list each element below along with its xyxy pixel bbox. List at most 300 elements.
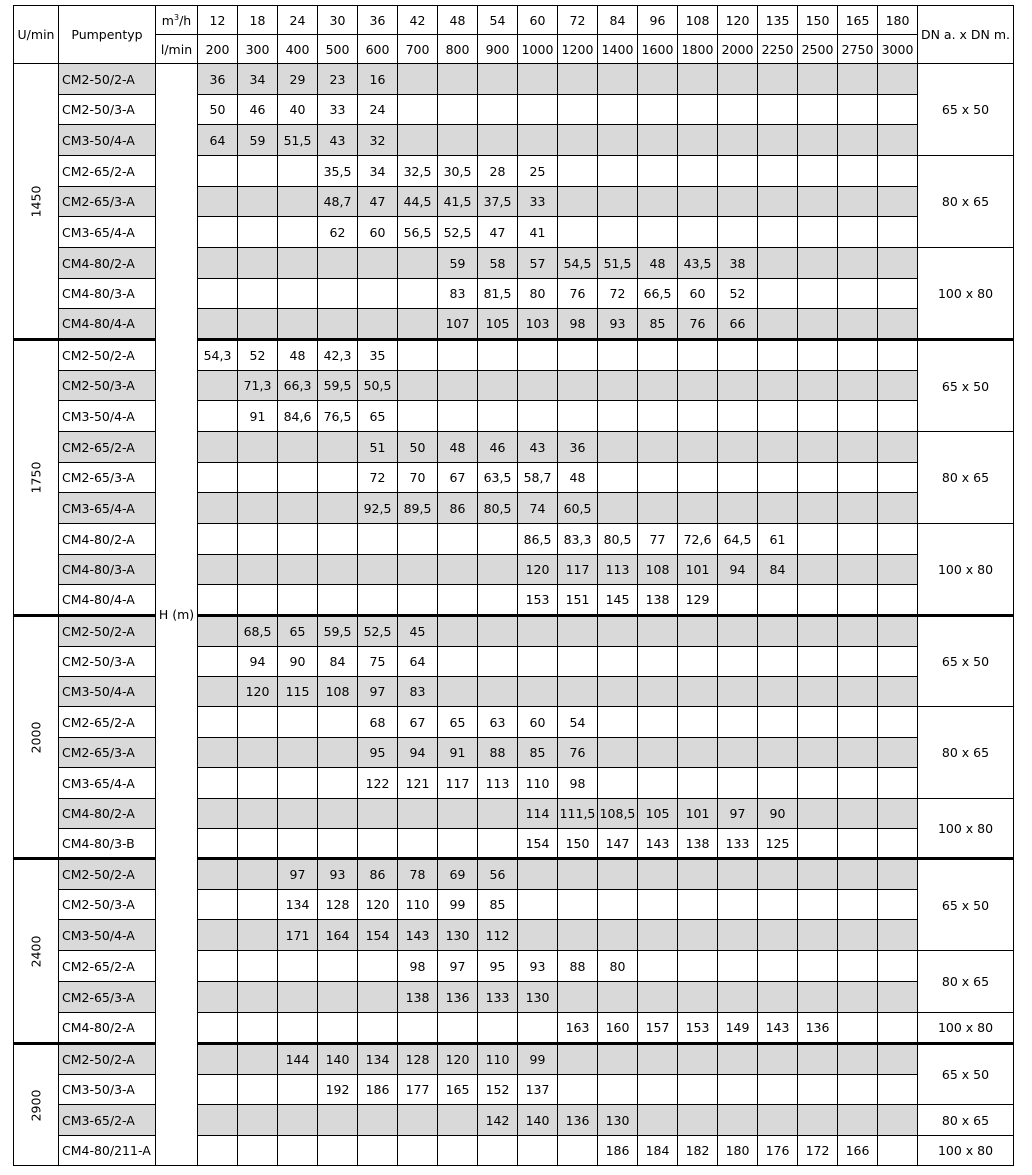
head-value-cell — [878, 463, 918, 493]
pump-type-cell: CM2-65/2-A — [59, 432, 156, 463]
head-value-cell — [518, 677, 558, 707]
flow-lmin-cell: 800 — [438, 35, 478, 64]
head-value-cell — [238, 1013, 278, 1044]
head-value-cell — [718, 401, 758, 432]
head-value-cell: 93 — [518, 951, 558, 982]
head-value-cell — [838, 1013, 878, 1044]
head-value-cell — [318, 951, 358, 982]
head-value-cell — [638, 340, 678, 371]
head-value-cell — [758, 738, 798, 768]
head-value-cell — [878, 340, 918, 371]
head-value-cell — [358, 1136, 398, 1166]
head-value-cell — [598, 890, 638, 920]
head-value-cell: 67 — [438, 463, 478, 493]
head-value-cell — [798, 279, 838, 309]
head-value-cell — [598, 64, 638, 95]
head-value-cell — [398, 125, 438, 156]
head-value-cell — [678, 951, 718, 982]
head-value-cell: 153 — [678, 1013, 718, 1044]
head-value-cell: 76,5 — [318, 401, 358, 432]
head-value-cell — [798, 707, 838, 738]
head-value-cell: 32,5 — [398, 156, 438, 187]
head-value-cell: 66,5 — [638, 279, 678, 309]
flow-lmin-cell: 1400 — [598, 35, 638, 64]
head-value-cell — [438, 585, 478, 616]
head-value-cell — [758, 616, 798, 647]
head-value-cell: 107 — [438, 309, 478, 340]
head-value-cell — [598, 677, 638, 707]
flow-lmin-cell: 3000 — [878, 35, 918, 64]
head-value-cell: 76 — [558, 279, 598, 309]
head-value-cell: 136 — [798, 1013, 838, 1044]
flow-lmin-cell: 700 — [398, 35, 438, 64]
head-value-cell: 140 — [318, 1044, 358, 1075]
flow-lmin-cell: 300 — [238, 35, 278, 64]
head-value-cell: 60 — [518, 707, 558, 738]
head-value-cell: 130 — [518, 982, 558, 1013]
dn-size-cell: 100 x 80 — [918, 1013, 1014, 1044]
head-value-cell — [438, 95, 478, 125]
head-value-cell: 95 — [358, 738, 398, 768]
dn-size-cell: 100 x 80 — [918, 248, 1014, 340]
head-value-cell — [398, 340, 438, 371]
head-value-cell — [638, 493, 678, 524]
head-value-cell — [718, 982, 758, 1013]
head-value-cell — [678, 217, 718, 248]
head-value-cell — [838, 1044, 878, 1075]
head-value-cell — [558, 1044, 598, 1075]
head-value-cell — [558, 677, 598, 707]
head-value-cell — [838, 768, 878, 799]
head-value-cell: 90 — [278, 647, 318, 677]
head-value-cell: 88 — [478, 738, 518, 768]
head-value-cell: 43,5 — [678, 248, 718, 279]
head-value-cell — [478, 799, 518, 829]
head-value-cell — [238, 217, 278, 248]
head-value-cell — [438, 371, 478, 401]
head-value-cell — [598, 1075, 638, 1105]
flow-m3h-cell: 108 — [678, 6, 718, 35]
head-value-cell: 103 — [518, 309, 558, 340]
head-value-cell: 145 — [598, 585, 638, 616]
head-value-cell — [198, 493, 238, 524]
head-value-cell: 43 — [318, 125, 358, 156]
head-value-cell — [278, 493, 318, 524]
dn-size-cell: 80 x 65 — [918, 951, 1014, 1013]
head-value-cell — [838, 799, 878, 829]
head-value-cell — [798, 616, 838, 647]
head-value-cell: 117 — [438, 768, 478, 799]
head-value-cell: 30,5 — [438, 156, 478, 187]
head-value-cell: 59,5 — [318, 371, 358, 401]
head-value-cell — [638, 1105, 678, 1136]
head-value-cell — [638, 64, 678, 95]
head-value-cell: 46 — [238, 95, 278, 125]
head-value-cell — [238, 1075, 278, 1105]
head-value-cell — [678, 647, 718, 677]
pump-type-cell: CM4-80/3-B — [59, 829, 156, 859]
head-value-cell: 43 — [518, 432, 558, 463]
head-value-cell — [398, 585, 438, 616]
head-value-cell — [678, 616, 718, 647]
head-value-cell — [558, 401, 598, 432]
head-value-cell: 91 — [238, 401, 278, 432]
head-value-cell — [438, 524, 478, 555]
head-value-cell: 51 — [358, 432, 398, 463]
head-value-cell — [358, 248, 398, 279]
head-value-cell — [518, 64, 558, 95]
head-value-cell: 68,5 — [238, 616, 278, 647]
head-value-cell — [798, 829, 838, 859]
pump-type-cell: CM3-65/2-A — [59, 1105, 156, 1136]
head-value-cell — [278, 707, 318, 738]
head-value-cell: 61 — [758, 524, 798, 555]
pump-type-cell: CM2-50/3-A — [59, 647, 156, 677]
head-value-cell — [758, 890, 798, 920]
head-value-cell: 85 — [518, 738, 558, 768]
head-value-cell: 58,7 — [518, 463, 558, 493]
speed-group-label: 1750 — [14, 340, 59, 616]
head-value-cell — [478, 555, 518, 585]
head-value-cell: 101 — [678, 799, 718, 829]
head-value-cell — [398, 1013, 438, 1044]
pump-type-cell: CM2-65/2-A — [59, 707, 156, 738]
head-value-cell: 113 — [598, 555, 638, 585]
head-value-cell — [198, 371, 238, 401]
head-value-cell — [438, 616, 478, 647]
head-value-cell — [358, 279, 398, 309]
head-value-cell — [878, 647, 918, 677]
head-value-cell — [838, 677, 878, 707]
head-value-cell: 76 — [678, 309, 718, 340]
head-value-cell — [758, 982, 798, 1013]
head-value-cell — [838, 524, 878, 555]
head-value-cell — [878, 64, 918, 95]
head-value-cell: 66 — [718, 309, 758, 340]
flow-lmin-cell: 1800 — [678, 35, 718, 64]
head-value-cell — [798, 585, 838, 616]
head-value-cell — [838, 707, 878, 738]
head-value-cell: 115 — [278, 677, 318, 707]
head-value-cell — [638, 768, 678, 799]
head-value-cell — [438, 1136, 478, 1166]
head-value-cell: 76 — [558, 738, 598, 768]
head-value-cell — [758, 920, 798, 951]
head-value-cell: 110 — [398, 890, 438, 920]
head-value-cell — [838, 920, 878, 951]
head-value-cell — [238, 951, 278, 982]
head-value-cell — [358, 951, 398, 982]
head-value-cell: 23 — [318, 64, 358, 95]
head-value-cell — [238, 982, 278, 1013]
head-value-cell — [198, 217, 238, 248]
head-value-cell — [718, 1044, 758, 1075]
head-value-cell — [358, 585, 398, 616]
head-value-cell: 58 — [478, 248, 518, 279]
head-value-cell — [198, 982, 238, 1013]
flow-lmin-cell: 400 — [278, 35, 318, 64]
head-value-cell — [718, 951, 758, 982]
head-value-cell: 64,5 — [718, 524, 758, 555]
head-value-cell: 98 — [398, 951, 438, 982]
head-value-cell — [278, 309, 318, 340]
head-value-cell — [278, 156, 318, 187]
head-value-cell: 65 — [278, 616, 318, 647]
head-value-cell: 35,5 — [318, 156, 358, 187]
flow-lmin-cell: 2500 — [798, 35, 838, 64]
head-value-cell: 137 — [518, 1075, 558, 1105]
head-value-cell: 108,5 — [598, 799, 638, 829]
head-value-cell: 97 — [438, 951, 478, 982]
head-value-cell: 64 — [198, 125, 238, 156]
head-value-cell: 165 — [438, 1075, 478, 1105]
head-value-cell: 29 — [278, 64, 318, 95]
flow-m3h-cell: 12 — [198, 6, 238, 35]
pump-type-cell: CM3-65/4-A — [59, 768, 156, 799]
head-value-cell — [198, 248, 238, 279]
head-value-cell — [718, 859, 758, 890]
head-value-cell: 182 — [678, 1136, 718, 1166]
head-value-cell — [878, 585, 918, 616]
head-value-cell: 94 — [238, 647, 278, 677]
head-value-cell — [558, 1136, 598, 1166]
head-value-cell — [678, 432, 718, 463]
head-value-cell — [878, 1013, 918, 1044]
head-value-cell: 84,6 — [278, 401, 318, 432]
head-value-cell: 177 — [398, 1075, 438, 1105]
head-value-cell: 180 — [718, 1136, 758, 1166]
head-value-cell: 84 — [318, 647, 358, 677]
head-value-cell: 72,6 — [678, 524, 718, 555]
head-value-cell — [878, 738, 918, 768]
head-value-cell: 33 — [318, 95, 358, 125]
head-value-cell: 150 — [558, 829, 598, 859]
head-value-cell: 63 — [478, 707, 518, 738]
head-value-cell — [678, 707, 718, 738]
head-value-cell: 86 — [438, 493, 478, 524]
pump-type-cell: CM2-65/3-A — [59, 187, 156, 217]
pump-type-cell: CM3-65/4-A — [59, 493, 156, 524]
dn-size-cell: 80 x 65 — [918, 432, 1014, 524]
head-value-cell — [878, 951, 918, 982]
head-value-cell — [238, 156, 278, 187]
flow-m3h-header: $m^3/h$ — [156, 6, 198, 35]
head-value-cell — [398, 829, 438, 859]
head-value-cell — [198, 156, 238, 187]
head-value-cell — [718, 217, 758, 248]
head-value-cell — [318, 1136, 358, 1166]
flow-lmin-cell: 600 — [358, 35, 398, 64]
head-value-cell — [758, 647, 798, 677]
head-value-cell — [478, 64, 518, 95]
head-value-cell — [798, 982, 838, 1013]
head-value-cell — [798, 493, 838, 524]
head-value-cell — [598, 1044, 638, 1075]
head-value-cell — [358, 829, 398, 859]
head-value-cell — [798, 64, 838, 95]
pump-type-cell: CM4-80/211-A — [59, 1136, 156, 1166]
head-value-cell — [518, 95, 558, 125]
head-value-cell: 56 — [478, 859, 518, 890]
head-value-cell: 129 — [678, 585, 718, 616]
head-value-cell: 105 — [638, 799, 678, 829]
head-value-cell: 25 — [518, 156, 558, 187]
head-value-cell — [598, 982, 638, 1013]
head-value-cell — [478, 95, 518, 125]
head-value-cell — [438, 647, 478, 677]
head-value-cell — [718, 707, 758, 738]
head-value-cell: 157 — [638, 1013, 678, 1044]
pump-type-cell: CM2-65/3-A — [59, 982, 156, 1013]
head-value-cell — [758, 64, 798, 95]
head-value-cell — [478, 125, 518, 156]
head-value-cell: 83,3 — [558, 524, 598, 555]
head-value-cell — [838, 555, 878, 585]
head-value-cell — [838, 585, 878, 616]
pump-type-cell: CM2-50/2-A — [59, 1044, 156, 1075]
head-value-cell — [758, 125, 798, 156]
head-value-cell — [798, 217, 838, 248]
head-value-cell — [838, 1105, 878, 1136]
head-value-cell: 42,3 — [318, 340, 358, 371]
flow-m3h-cell: 135 — [758, 6, 798, 35]
head-value-cell: 113 — [478, 768, 518, 799]
head-value-cell — [638, 890, 678, 920]
head-value-cell — [358, 799, 398, 829]
head-value-cell — [678, 95, 718, 125]
head-value-cell: 186 — [598, 1136, 638, 1166]
head-value-cell — [598, 493, 638, 524]
head-value-cell: 59 — [238, 125, 278, 156]
head-value-cell: 52,5 — [438, 217, 478, 248]
head-value-cell: 152 — [478, 1075, 518, 1105]
flow-lmin-cell: 1200 — [558, 35, 598, 64]
head-value-cell: 86 — [358, 859, 398, 890]
head-value-cell: 93 — [318, 859, 358, 890]
flow-m3h-cell: 60 — [518, 6, 558, 35]
head-value-cell: 186 — [358, 1075, 398, 1105]
head-value-cell — [838, 125, 878, 156]
flow-m3h-cell: 48 — [438, 6, 478, 35]
head-value-cell — [358, 1105, 398, 1136]
head-value-cell — [758, 585, 798, 616]
head-value-cell: 121 — [398, 768, 438, 799]
head-value-cell — [558, 187, 598, 217]
head-value-cell — [798, 1044, 838, 1075]
head-value-cell — [278, 1075, 318, 1105]
head-value-cell: 66,3 — [278, 371, 318, 401]
head-value-cell — [718, 920, 758, 951]
flow-lmin-cell: 200 — [198, 35, 238, 64]
head-value-cell — [238, 432, 278, 463]
head-value-cell — [438, 64, 478, 95]
head-value-cell — [718, 371, 758, 401]
head-value-cell — [198, 707, 238, 738]
head-value-cell: 97 — [358, 677, 398, 707]
head-value-cell — [358, 309, 398, 340]
pump-type-cell: CM2-50/3-A — [59, 95, 156, 125]
head-value-cell — [678, 493, 718, 524]
head-value-cell: 80 — [598, 951, 638, 982]
head-value-cell: 125 — [758, 829, 798, 859]
head-value-cell: 98 — [558, 309, 598, 340]
head-value-cell — [318, 432, 358, 463]
head-value-cell — [278, 463, 318, 493]
dn-header: DN a. x DN m. — [918, 6, 1014, 64]
head-value-cell — [398, 248, 438, 279]
pump-type-cell: CM4-80/2-A — [59, 1013, 156, 1044]
head-value-cell — [718, 95, 758, 125]
head-value-cell — [878, 187, 918, 217]
head-value-cell: 192 — [318, 1075, 358, 1105]
head-value-cell — [798, 401, 838, 432]
head-value-cell — [438, 340, 478, 371]
head-value-cell — [518, 616, 558, 647]
head-value-cell — [278, 799, 318, 829]
head-value-cell — [878, 217, 918, 248]
head-value-cell — [318, 799, 358, 829]
head-value-cell — [278, 585, 318, 616]
head-value-cell — [278, 432, 318, 463]
head-value-cell — [438, 1105, 478, 1136]
head-value-cell: 48,7 — [318, 187, 358, 217]
head-value-cell — [878, 524, 918, 555]
head-value-cell: 80,5 — [478, 493, 518, 524]
head-value-cell — [798, 768, 838, 799]
head-value-cell — [598, 432, 638, 463]
head-value-cell — [678, 859, 718, 890]
head-value-cell: 64 — [398, 647, 438, 677]
head-value-cell — [678, 738, 718, 768]
head-value-cell — [878, 555, 918, 585]
head-value-cell — [478, 524, 518, 555]
head-value-cell: 50 — [198, 95, 238, 125]
head-value-cell: 83 — [438, 279, 478, 309]
head-value-cell — [718, 1075, 758, 1105]
flow-m3h-cell: 165 — [838, 6, 878, 35]
head-value-cell: 35 — [358, 340, 398, 371]
head-value-cell — [358, 982, 398, 1013]
pump-type-cell: CM4-80/2-A — [59, 524, 156, 555]
flow-m3h-cell: 42 — [398, 6, 438, 35]
head-value-cell: 47 — [478, 217, 518, 248]
head-value-cell: 52,5 — [358, 616, 398, 647]
head-value-cell — [238, 248, 278, 279]
head-value-cell: 60 — [358, 217, 398, 248]
head-value-cell: 50,5 — [358, 371, 398, 401]
dn-size-cell: 65 x 50 — [918, 1044, 1014, 1105]
head-value-cell: 94 — [398, 738, 438, 768]
head-value-cell — [758, 859, 798, 890]
dn-size-cell: 80 x 65 — [918, 156, 1014, 248]
head-value-cell — [838, 493, 878, 524]
head-value-cell — [758, 707, 798, 738]
head-value-cell: 154 — [358, 920, 398, 951]
head-value-cell — [558, 125, 598, 156]
head-value-cell — [638, 125, 678, 156]
head-value-cell: 90 — [758, 799, 798, 829]
head-value-cell — [198, 829, 238, 859]
speed-group-label: 2000 — [14, 616, 59, 859]
head-value-cell — [638, 217, 678, 248]
head-value-cell: 143 — [758, 1013, 798, 1044]
head-value-cell — [398, 95, 438, 125]
head-value-cell: 114 — [518, 799, 558, 829]
head-value-cell: 128 — [398, 1044, 438, 1075]
head-value-cell — [878, 799, 918, 829]
head-value-cell — [678, 401, 718, 432]
head-value-cell: 41,5 — [438, 187, 478, 217]
